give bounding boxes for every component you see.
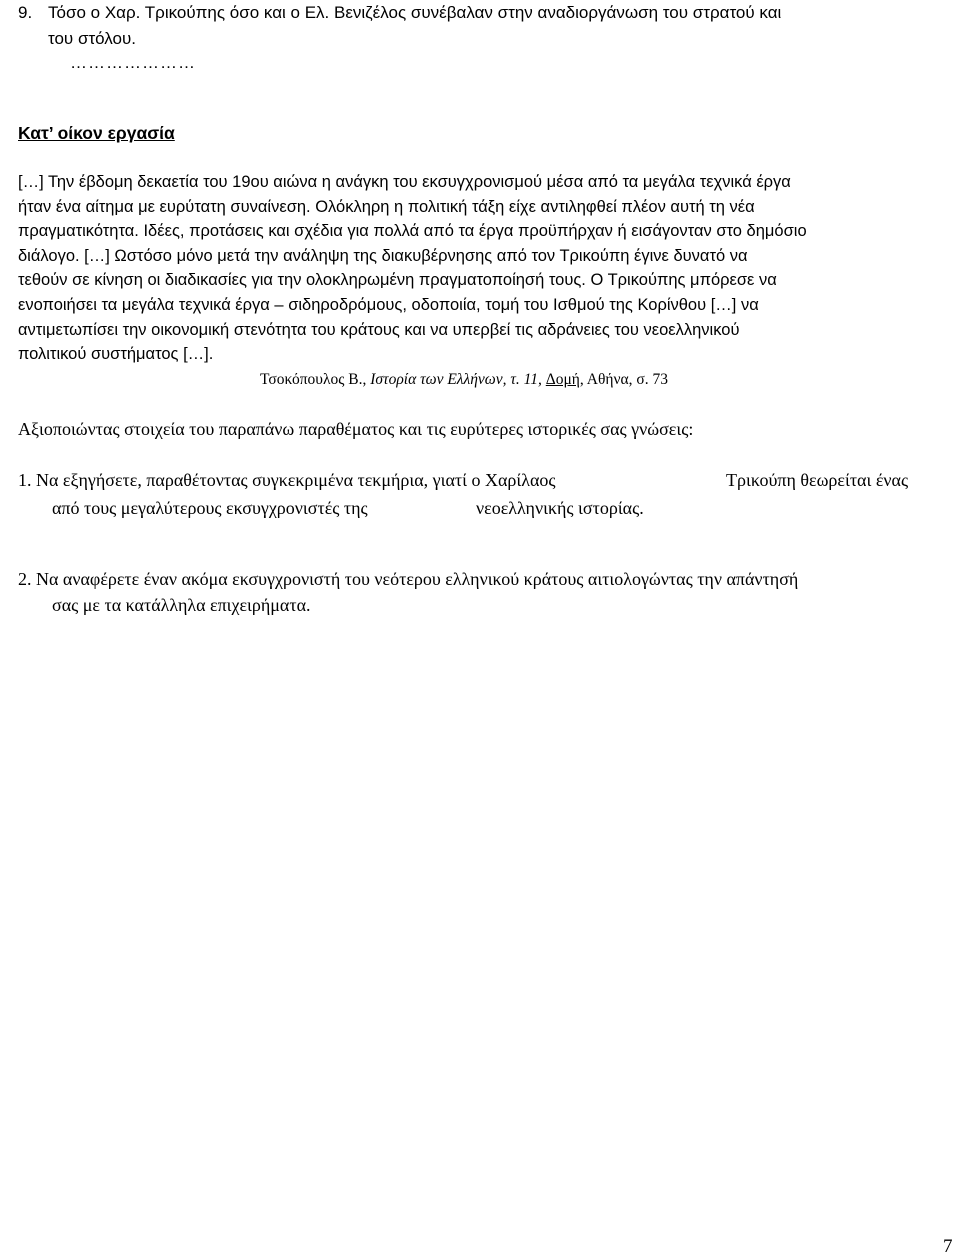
citation-place-page: , Αθήνα, σ. 73 — [579, 371, 669, 388]
citation-work: Ιστορία των Ελλήνων, τ. 11, — [370, 371, 546, 388]
question-1-text-b: Τρικούπη θεωρείται ένας — [726, 470, 909, 490]
question-1-text-a: 1. Να εξηγήσετε, παραθέτοντας συγκεκριμένα τεκμήρια, γιατί ο Χαρίλαος — [18, 470, 556, 490]
quote-line: αντιμετωπίσει την οικονομική στενότητα του κράτους και να υπερβεί τις αδράνειες του νεοελληνικού — [18, 320, 740, 339]
quote-line: τεθούν σε κίνηση οι διαδικασίες για την ολοκληρωμένη πραγματοποίησή τους. Ο Τρικούπης μπόρεσε να — [18, 271, 777, 290]
question-1-line-2 — [18, 494, 960, 522]
homework-question-2 — [18, 566, 960, 618]
quote-line: πολιτικού συστήματος […]. — [18, 345, 214, 364]
citation-author: Τσοκόπουλος Β., — [260, 371, 371, 388]
question-1-text-d: νεοελληνικής ιστορίας. — [476, 498, 644, 518]
homework-question-1 — [18, 466, 960, 522]
source-quote — [18, 170, 956, 367]
question-9-line-1 — [18, 0, 938, 26]
quote-line: διάλογο. […] Ωστόσο μόνο μετά την ανάληψη της διακυβέρνησης από τον Τρικούπη έγινε δυνατό να — [18, 246, 748, 265]
question-9-line-2: του στόλου. — [48, 29, 137, 48]
question-1-text-c: από τους μεγαλύτερους εκσυγχρονιστές της — [52, 498, 368, 518]
quote-citation — [260, 369, 668, 391]
question-text: Τόσο ο Χαρ. Τρικούπης όσο και ο Ελ. Βενιζέλος συνέβαλαν στην αναδιοργάνωση του στρατού και — [48, 3, 782, 22]
question-9 — [18, 0, 938, 52]
quote-line: ενοποιήσει τα μεγάλα τεχνικά έργα – σιδηροδρόμους, οδοποιία, τομή του Ισθμού της Κορίνθου […] να — [18, 295, 759, 314]
homework-heading: Κατ’ οίκον εργασία — [18, 123, 175, 143]
quote-line: […] Την έβδομη δεκαετία του 19ου αιώνα η ανάγκη του εκσυγχρονισμού μέσα από τα μεγάλα τεχνικά έργα — [18, 173, 791, 191]
page-number: 7 — [943, 1236, 953, 1257]
quote-line: ήταν ένα αίτημα με ευρύτατη συναίνεση. Ολόκληρη η πολιτική τάξη είχε αντιληφθεί πλέον αυτή τη νέα — [18, 197, 755, 216]
question-1-line-1 — [18, 466, 960, 494]
question-number: 9. — [18, 3, 33, 22]
homework-prompt: Αξιοποιώντας στοιχεία του παραπάνω παραθέματος και τις ευρύτερες ιστορικές σας γνώσεις: — [18, 419, 694, 439]
question-2-line-2: σας με τα κατάλληλα επιχειρήματα. — [52, 595, 311, 615]
question-2-line-1: 2. Να αναφέρετε έναν ακόμα εκσυγχρονιστή του νεότερου ελληνικού κράτους αιτιολογώντας την απάντησή — [18, 569, 799, 589]
quote-line: πραγματικότητα. Ιδέες, προτάσεις και σχέδια για πολλά από τα έργα προϋπήρχαν ή εισάγονταν στο δημόσιο — [18, 222, 807, 241]
citation-publisher: Δομή — [545, 371, 580, 388]
answer-dots: ………………… — [70, 53, 196, 72]
